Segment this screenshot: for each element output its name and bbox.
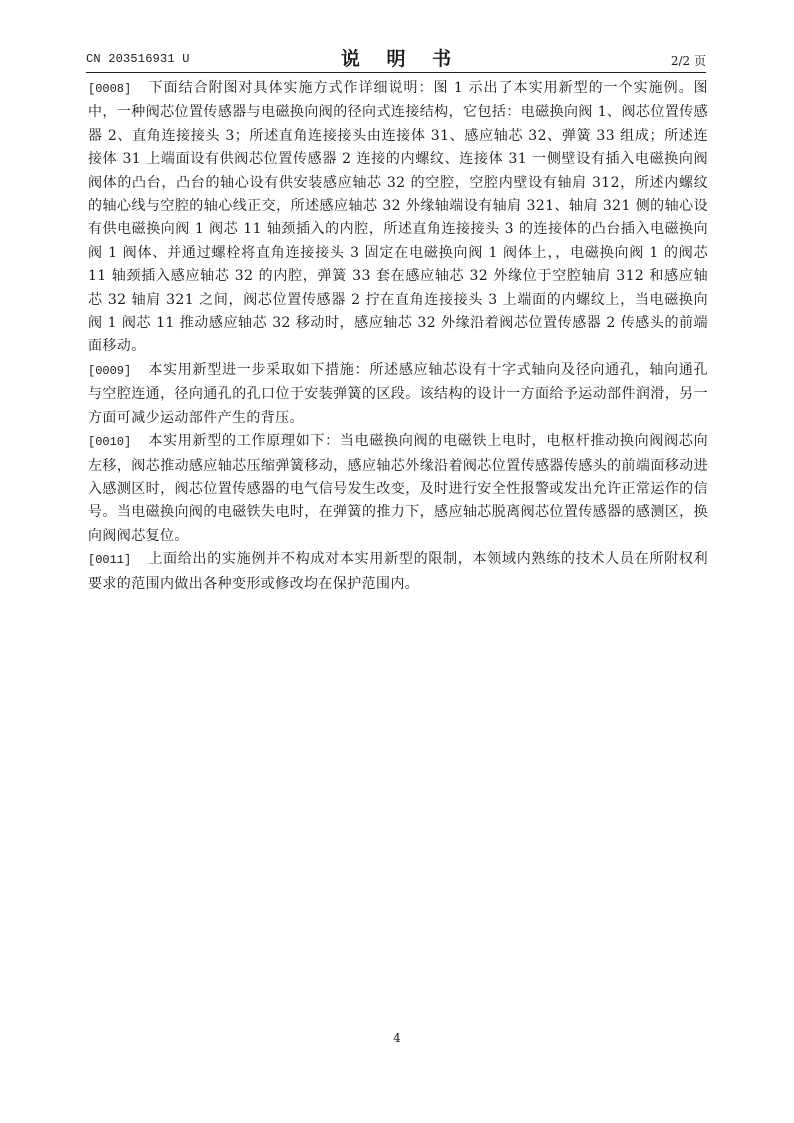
paragraph-number: [0011]	[88, 553, 132, 568]
paragraph-0009	[88, 359, 708, 430]
page-info: 2/2 页	[670, 54, 706, 68]
paragraph-0008	[88, 77, 708, 359]
page-number: 4	[393, 1031, 401, 1045]
paragraph-text: 下面结合附图对具体实施方式作详细说明：图 1 示出了本实用新型的一个实施例。图中，一种阀芯位置传感器与电磁换向阀的径向式连接结构，它包括：电磁换向阀 1、阀芯位置传感器 2、直角连接接头 3；所述直角连接接头由连接体 31、感应轴芯 32、弹簧 33 组成；所述连接体 31 上端面设有供阀芯位置传感器 2 连接的内螺纹、连接体 31 一侧壁设有插入电磁换向阀阀体的凸台，凸台的轴心设有供安装感应轴芯 32 的空腔，空腔内壁设有轴肩 312，所述内螺纹的轴心线与空腔的轴心线正交，所述感应轴芯 32 外缘轴端设有轴肩 321、轴肩 321 侧的轴心设有供电磁换向阀 1 阀芯 11 轴颈插入的内腔，所述直角连接接头 3 的连接体的凸台插入电磁换向阀 1 阀体、并通过螺栓将直角连接接头 3 固定在电磁换向阀 1 阀体上，，电磁换向阀 1 的阀芯 11 轴颈插入感应轴芯 32 的内腔，弹簧 33 套在感应轴芯 32 外缘位于空腔轴肩 312 和感应轴芯 32 轴肩 321 之间，阀芯位置传感器 2 拧在直角连接接头 3 上端面的内螺纹上，当电磁换向阀 1 阀芯 11 推动感应轴芯 32 移动时，感应轴芯 32 外缘沿着阀芯位置传感器 2 传感头的前端面移动。	[88, 80, 708, 355]
paragraph-number: [0008]	[88, 82, 132, 96]
publication-number: CN 203516931 U	[86, 52, 190, 66]
paragraph-0011	[88, 548, 708, 596]
header-rule	[86, 72, 706, 73]
paragraph-number: [0009]	[88, 363, 132, 378]
document-body	[88, 77, 708, 596]
document-title: 说 明 书	[340, 48, 462, 70]
paragraph-number: [0010]	[88, 435, 132, 450]
page-header	[86, 44, 706, 70]
paragraph-text: 本实用新型的工作原理如下：当电磁换向阀的电磁铁上电时，电枢杆推动换向阀阀芯向左移，阀芯推动感应轴芯压缩弹簧移动，感应轴芯外缘沿着阀芯位置传感器传感头的前端面移动进入感测区时，阀芯位置传感器的电气信号发生改变，及时进行安全性报警或发出允许正常运作的信号。当电磁换向阀的电磁铁失电时，在弹簧的推力下，感应轴芯脱离阀芯位置传感器的感测区，换向阀阀芯复位。	[88, 433, 708, 544]
paragraph-0010	[88, 430, 708, 548]
paragraph-text: 上面给出的实施例并不构成对本实用新型的限制，本领域内熟练的技术人员在所附权利要求的范围内做出各种变形或修改均在保护范围内。	[88, 551, 708, 592]
paragraph-text: 本实用新型进一步采取如下措施：所述感应轴芯设有十字式轴向及径向通孔，轴向通孔与空腔连通，径向通孔的孔口位于安装弹簧的区段。该结构的设计一方面给予运动部件润滑，另一方面可减少运动部件产生的背压。	[88, 361, 708, 426]
